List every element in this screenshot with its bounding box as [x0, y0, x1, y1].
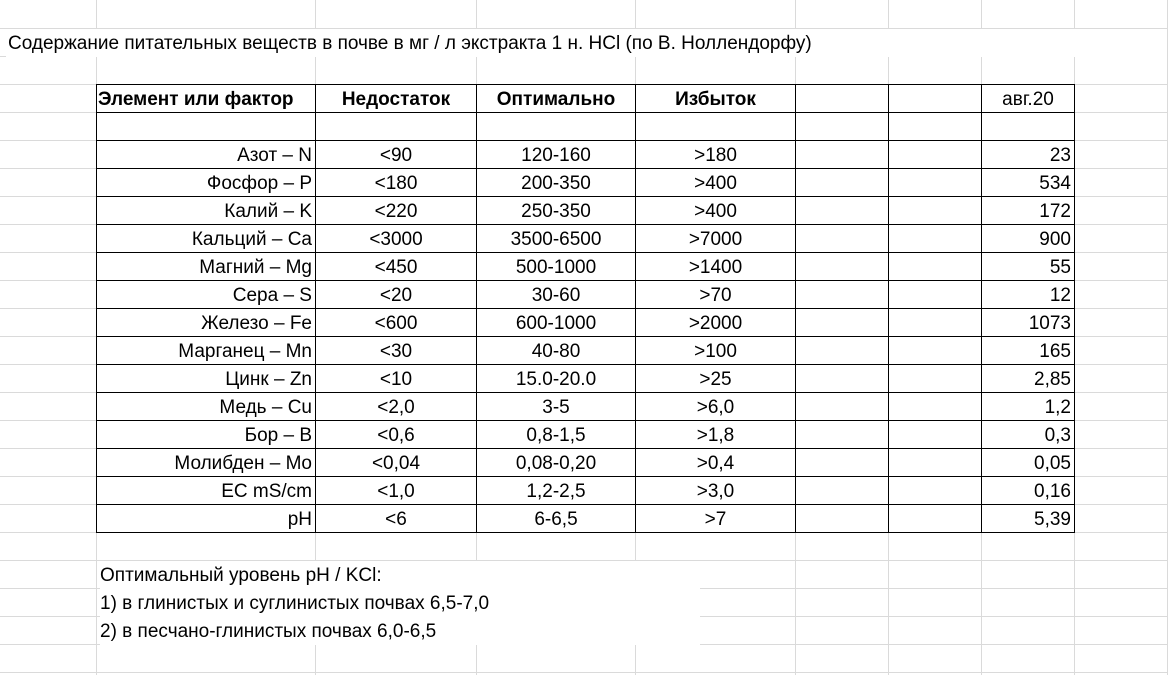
cell-value[interactable]: 172: [1039, 201, 1071, 222]
cell-optimal[interactable]: 600-1000: [515, 313, 597, 334]
cell-optimal[interactable]: 40-80: [531, 341, 581, 362]
cell-element[interactable]: pH: [287, 509, 312, 530]
cell-excess[interactable]: >1400: [688, 257, 743, 278]
cell-optimal[interactable]: 30-60: [531, 285, 581, 306]
cell-deficiency[interactable]: <180: [374, 173, 418, 194]
cell-value[interactable]: 23: [1049, 145, 1071, 166]
cell-element[interactable]: Железо – Fe: [201, 313, 312, 334]
cell-element[interactable]: Цинк – Zn: [225, 369, 312, 390]
header-excess[interactable]: Избыток: [675, 89, 756, 110]
cell-element[interactable]: Молибден – Mo: [174, 453, 312, 474]
cell-value[interactable]: 0,05: [1034, 453, 1071, 474]
cell-element[interactable]: Медь – Cu: [219, 397, 312, 418]
cell-value[interactable]: 900: [1039, 229, 1071, 250]
cell-excess[interactable]: >400: [694, 201, 737, 222]
cell-deficiency[interactable]: <6: [385, 509, 407, 530]
cell-element[interactable]: Азот – N: [237, 145, 312, 166]
cell-excess[interactable]: >3,0: [696, 481, 735, 502]
cell-value[interactable]: 0,3: [1044, 425, 1071, 446]
cell-excess[interactable]: >1,8: [696, 425, 735, 446]
table-border: [1074, 84, 1075, 533]
table-border: [888, 84, 889, 533]
cell-excess[interactable]: >25: [699, 369, 732, 390]
cell-optimal[interactable]: 1,2-2,5: [526, 481, 586, 502]
cell-value[interactable]: 1,2: [1044, 397, 1071, 418]
notes-heading[interactable]: Оптимальный уровень pH / KCl:: [100, 561, 700, 589]
sheet-title[interactable]: Содержание питательных веществ в почве в мг / л экстракта 1 н. HCl (по В. Ноллендорфу): [6, 29, 1167, 57]
cell-deficiency[interactable]: <20: [379, 285, 413, 306]
notes-line-1[interactable]: 1) в глинистых и суглинистых почвах 6,5-7,0: [100, 589, 700, 617]
cell-deficiency[interactable]: <90: [379, 145, 413, 166]
cell-optimal[interactable]: 3-5: [542, 397, 570, 418]
cell-value[interactable]: 1073: [1028, 313, 1071, 334]
cell-optimal[interactable]: 500-1000: [515, 257, 597, 278]
cell-element[interactable]: Кальций – Ca: [191, 229, 312, 250]
cell-optimal[interactable]: 15.0-20.0: [515, 369, 597, 390]
cell-deficiency[interactable]: <2,0: [377, 397, 415, 418]
cell-element[interactable]: Магний – Mg: [199, 257, 312, 278]
cell-deficiency[interactable]: <10: [379, 369, 413, 390]
header-deficiency[interactable]: Недостаток: [341, 89, 451, 110]
cell-element[interactable]: Калий – K: [224, 201, 312, 222]
cell-excess[interactable]: >7000: [688, 229, 743, 250]
cell-deficiency[interactable]: <600: [374, 313, 418, 334]
cell-element[interactable]: Бор – B: [244, 425, 312, 446]
cell-deficiency[interactable]: <3000: [369, 229, 423, 250]
cell-excess[interactable]: >180: [694, 145, 737, 166]
cell-excess[interactable]: >0,4: [696, 453, 735, 474]
cell-deficiency[interactable]: <0,6: [377, 425, 415, 446]
cell-element[interactable]: Фосфор – P: [206, 173, 312, 194]
notes-line-2[interactable]: 2) в песчано-глинистых почвах 6,0-6,5: [100, 617, 700, 645]
table-border: [795, 84, 796, 533]
cell-value[interactable]: 12: [1049, 285, 1071, 306]
cell-excess[interactable]: >6,0: [696, 397, 735, 418]
cell-element[interactable]: EC mS/cm: [221, 481, 312, 502]
cell-optimal[interactable]: 0,8-1,5: [526, 425, 586, 446]
cell-value[interactable]: 55: [1049, 257, 1071, 278]
cell-value[interactable]: 2,85: [1034, 369, 1071, 390]
cell-element[interactable]: Сера – S: [232, 285, 312, 306]
cell-value[interactable]: 534: [1039, 173, 1071, 194]
cell-excess[interactable]: >2000: [688, 313, 743, 334]
cell-deficiency[interactable]: <30: [379, 341, 413, 362]
cell-excess[interactable]: >7: [704, 509, 727, 530]
cell-deficiency[interactable]: <450: [374, 257, 418, 278]
cell-optimal[interactable]: 6-6,5: [534, 509, 578, 530]
cell-deficiency[interactable]: <220: [374, 201, 418, 222]
cell-value[interactable]: 165: [1039, 341, 1071, 362]
cell-deficiency[interactable]: <1,0: [377, 481, 415, 502]
cell-element[interactable]: Марганец – Mn: [178, 341, 312, 362]
header-optimal[interactable]: Оптимально: [496, 89, 616, 110]
cell-optimal[interactable]: 250-350: [521, 201, 591, 222]
header-element[interactable]: Элемент или фактор: [98, 89, 294, 110]
cell-excess[interactable]: >70: [699, 285, 732, 306]
cell-optimal[interactable]: 200-350: [521, 173, 591, 194]
cell-value[interactable]: 0,16: [1034, 481, 1071, 502]
cell-excess[interactable]: >100: [694, 341, 737, 362]
cell-deficiency[interactable]: <0,04: [371, 453, 421, 474]
cell-optimal[interactable]: 120-160: [521, 145, 591, 166]
cell-optimal[interactable]: 0,08-0,20: [515, 453, 597, 474]
cell-optimal[interactable]: 3500-6500: [510, 229, 602, 250]
header-date[interactable]: авг.20: [1002, 89, 1054, 110]
cell-value[interactable]: 5,39: [1034, 509, 1071, 530]
cell-excess[interactable]: >400: [694, 173, 737, 194]
grid-row-line: [0, 672, 1168, 673]
